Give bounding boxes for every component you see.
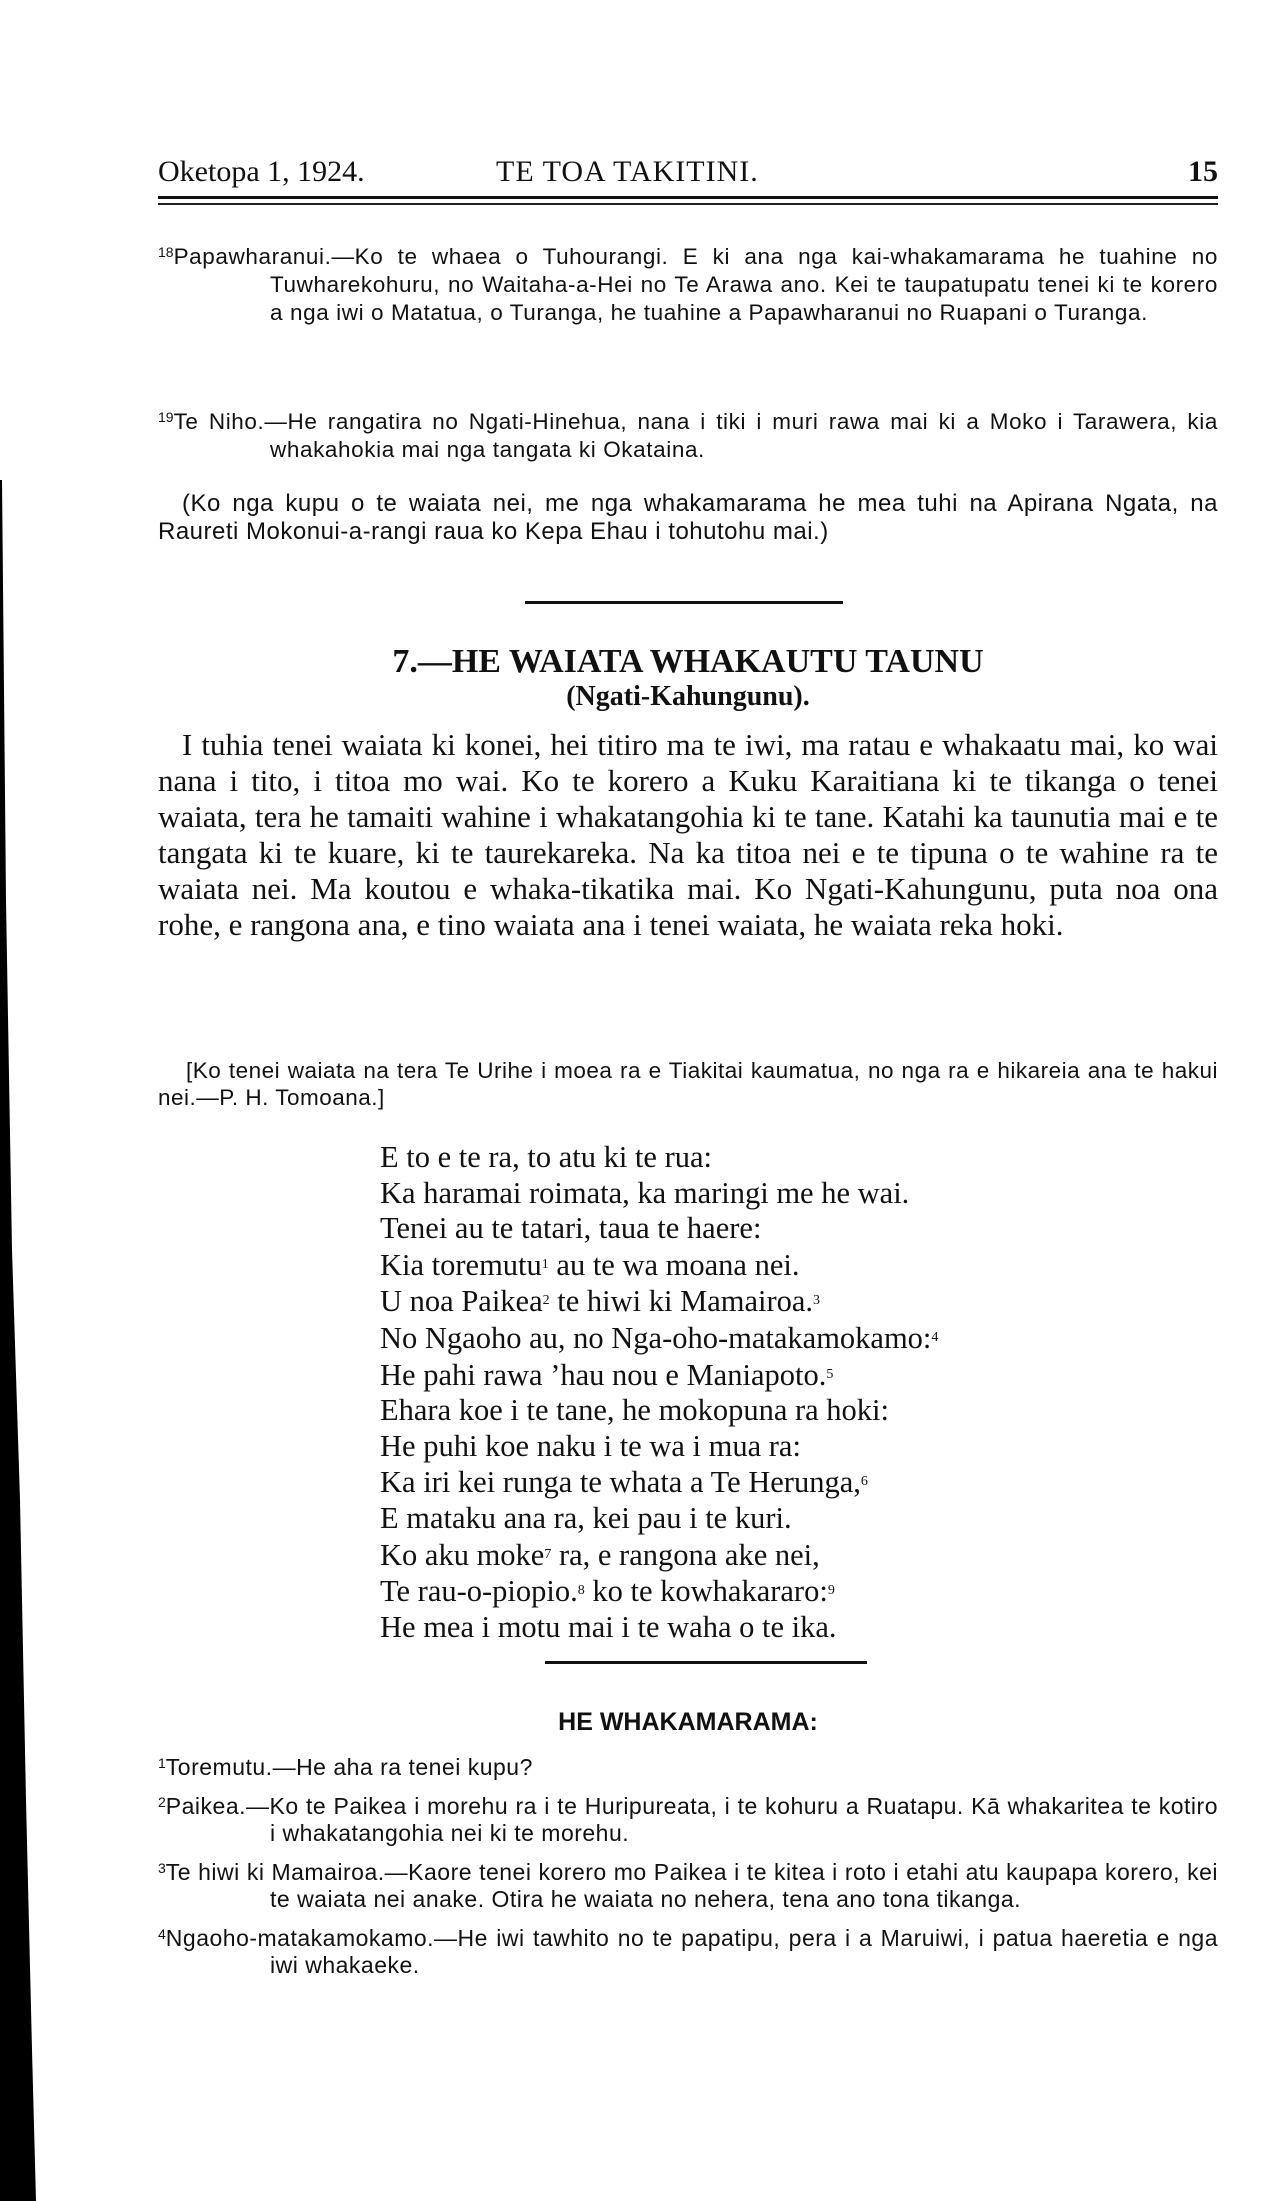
notes-list bbox=[158, 1750, 1218, 1987]
verse-line bbox=[380, 1320, 1200, 1357]
note-text: —He iwi tawhito no te papatipu, pera i a Maruiwi, i patua haeretia e nga iwi whakaeke. bbox=[270, 1925, 1218, 1978]
footnote-term: Papawharanui. bbox=[173, 244, 332, 269]
verse-text: Tenei au te tatari, taua te haere: bbox=[380, 1211, 762, 1246]
editor-note: [Ko tenei waiata na tera Te Urihe i moea ra e Tiakitai kaumatua, no nga ra e hikareia ana te hakui nei.—P. H. Tomoana.] bbox=[158, 1058, 1218, 1110]
note-item bbox=[158, 1789, 1218, 1847]
verse-line bbox=[380, 1176, 1200, 1212]
note-term: Ngaoho-matakamokamo. bbox=[165, 1925, 435, 1951]
verse-line bbox=[380, 1247, 1200, 1284]
issue-date: Oketopa 1, 1924. bbox=[158, 155, 365, 188]
song-title: 7.—HE WAIATA WHAKAUTU TAUNU bbox=[392, 643, 984, 680]
verse-text: Ka iri kei runga te whata a Te Herunga, bbox=[380, 1465, 861, 1500]
running-head bbox=[158, 150, 1218, 194]
verse-text: Ehara koe i te tane, he mokopuna ra hoki: bbox=[380, 1393, 889, 1428]
note-item bbox=[158, 1921, 1218, 1979]
song-verse bbox=[380, 1140, 1200, 1645]
verse-line bbox=[380, 1464, 1200, 1501]
header-rule-thin bbox=[158, 203, 1218, 205]
page-binding-shadow bbox=[0, 0, 40, 2201]
footnote-number: 18 bbox=[158, 244, 174, 260]
note-number: 3 bbox=[158, 1860, 166, 1876]
footnote-ref: 7 bbox=[544, 1546, 552, 1562]
verse-text: E to e te ra, to atu ki te rua: bbox=[380, 1140, 712, 1174]
verse-text: au te wa moana nei. bbox=[548, 1247, 800, 1282]
verse-text: He mea i motu mai i te waha o te ika. bbox=[380, 1609, 837, 1644]
verse-text: te hiwi ki Mamairoa. bbox=[549, 1284, 814, 1319]
footnote-ref: 9 bbox=[827, 1583, 835, 1599]
note-number: 4 bbox=[158, 1926, 166, 1942]
verse-line bbox=[380, 1393, 1200, 1429]
footnote-text: —He rangatira no Ngati-Hinehua, nana i tiki i muri rawa mai ki a Moko i Tarawera, kia whakahokia mai nga tangata ki Okataina. bbox=[264, 409, 1218, 462]
note-term: Toremutu. bbox=[165, 1754, 273, 1780]
note-text: —Kaore tenei korero mo Paikea i te kitea i roto i etahi atu kaupapa korero, kei te waiata nei anake. Otira he waiata no nehera, tena ano tona tikanga. bbox=[270, 1859, 1218, 1912]
verse-line bbox=[380, 1501, 1200, 1537]
verse-line bbox=[380, 1283, 1200, 1320]
footnote-19 bbox=[158, 403, 1218, 464]
notes-heading: HE WHAKAMARAMA: bbox=[558, 1708, 818, 1736]
note-number: 2 bbox=[158, 1794, 166, 1810]
verse-line bbox=[380, 1429, 1200, 1465]
verse-text: No Ngaoho au, no Nga-oho-matakamokamo: bbox=[380, 1320, 932, 1355]
note-term: Te hiwi ki Mamairoa. bbox=[165, 1859, 385, 1885]
footnote-ref: 8 bbox=[577, 1583, 585, 1599]
note-text: —He aha ra tenei kupu? bbox=[272, 1754, 533, 1780]
verse-text: Ko aku moke bbox=[380, 1537, 545, 1572]
verse-text: ko te kowhakararo: bbox=[584, 1574, 828, 1609]
note-term: Paikea. bbox=[165, 1793, 247, 1819]
footnote-18 bbox=[158, 238, 1218, 327]
footnote-number: 19 bbox=[158, 409, 174, 425]
credit-paragraph: (Ko nga kupu o te waiata nei, me nga whakamarama he mea tuhi na Apirana Ngata, na Raureti Mokonui-a-rangi raua ko Kepa Ehau i tohutohu mai.) bbox=[158, 490, 1218, 545]
footnote-ref: 4 bbox=[931, 1329, 939, 1345]
note-item bbox=[158, 1750, 1218, 1781]
verse-text: ra, e rangona ake nei, bbox=[551, 1537, 820, 1572]
section-divider bbox=[545, 1661, 867, 1664]
page-number: 15 bbox=[1188, 155, 1218, 188]
footnote-ref: 3 bbox=[813, 1293, 821, 1309]
footnote-ref: 1 bbox=[541, 1256, 549, 1272]
verse-line bbox=[380, 1573, 1200, 1610]
header-rule-thick bbox=[158, 196, 1218, 199]
note-number: 1 bbox=[158, 1755, 166, 1771]
song-subtitle: (Ngati-Kahungunu). bbox=[566, 681, 810, 712]
footnote-text: —Ko te whaea o Tuhourangi. E ki ana nga kai-whakamarama he tuahine no Tuwharekohuru, no Waitaha-a-Hei no Te Arawa ano. Kei te taupatupatu tenei ki te korero a nga iwi o Matatua, o Turanga, he tuahine a Papawharanui no Ruapani o Turanga. bbox=[270, 244, 1218, 325]
verse-text: He pahi rawa ’hau nou e Maniapoto. bbox=[380, 1357, 827, 1392]
verse-line bbox=[380, 1610, 1200, 1646]
verse-text: Te rau-o-piopio. bbox=[380, 1574, 578, 1609]
footnote-ref: 5 bbox=[826, 1366, 834, 1382]
section-divider bbox=[525, 601, 843, 604]
verse-line bbox=[380, 1211, 1200, 1247]
verse-text: Kia toremutu bbox=[380, 1247, 542, 1282]
verse-text: E mataku ana ra, kei pau i te kuri. bbox=[380, 1500, 792, 1535]
verse-text: He puhi koe naku i te wa i mua ra: bbox=[380, 1428, 801, 1463]
footnote-ref: 6 bbox=[860, 1474, 868, 1490]
note-item bbox=[158, 1855, 1218, 1913]
footnote-ref: 2 bbox=[542, 1293, 550, 1309]
verse-line bbox=[380, 1357, 1200, 1394]
verse-line bbox=[380, 1537, 1200, 1574]
footnote-term: Te Niho. bbox=[173, 409, 265, 434]
verse-line bbox=[380, 1140, 1200, 1176]
publication-title: TE TOA TAKITINI. bbox=[496, 155, 759, 188]
verse-text: U noa Paikea bbox=[380, 1284, 543, 1319]
song-introduction: I tuhia tenei waiata ki konei, hei titiro ma te iwi, ma ratau e whakaatu mai, ko wai nana i tito, i titoa mo wai. Ko te korero a Kuku Karaitiana ki te tikanga o tenei waiata, tera he tamaiti wahine i whakatangohia ki te tane. Katahi ka taunutia mai e te tangata ki te kuare, ki te taurekareka. Na ka titoa nei e te tipuna o te wahine ra te waiata nei. Ma koutou e whaka-tikatika mai. Ko Ngati-Kahungunu, puta noa ona rohe, e rangona ana, e tino waiata ana i tenei waiata, he waiata reka hoki. bbox=[158, 727, 1218, 942]
note-text: —Ko te Paikea i morehu ra i te Huripureata, i te kohuru a Ruatapu. Kā whakaritea te kotiro i whakatangohia nei ki te morehu. bbox=[246, 1793, 1218, 1846]
verse-text: Ka haramai roimata, ka maringi me he wai. bbox=[380, 1175, 910, 1210]
